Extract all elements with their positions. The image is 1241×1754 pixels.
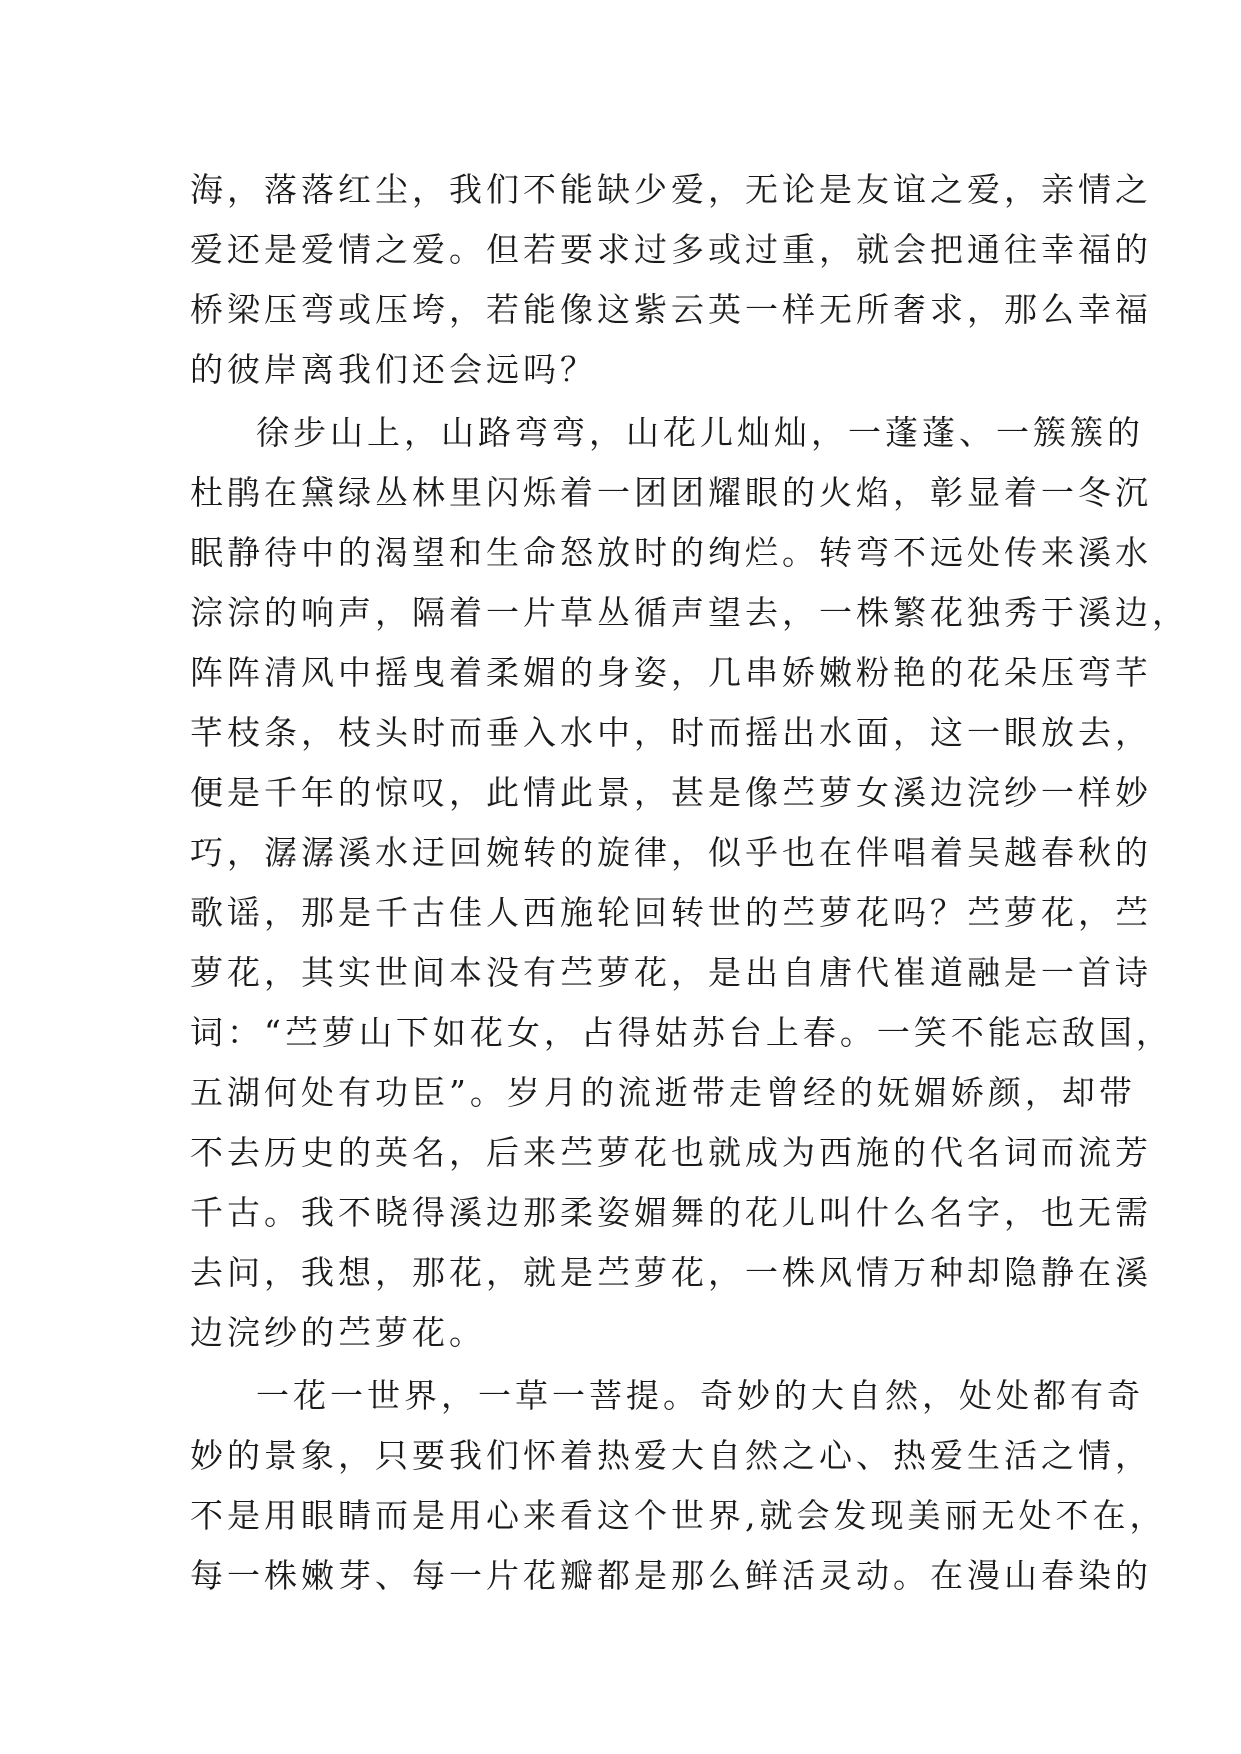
text-line: 杜鹃在黛绿丛林里闪烁着一团团耀眼的火焰，彰显着一冬沉 [190,473,1152,512]
text-line: 不去历史的英名，后来苎萝花也就成为西施的代名词而流芳 [190,1133,1152,1172]
text-line: 一花一世界，一草一菩提。奇妙的大自然，处处都有奇 [256,1376,1144,1415]
text-line: 淙淙的响声，隔着一片草丛循声望去，一株繁花独秀于溪边， [190,593,1189,632]
text-line: 爱还是爱情之爱。但若要求过多或过重，就会把通往幸福的 [190,230,1152,269]
text-line: 眠静待中的渴望和生命怒放时的绚烂。转弯不远处传来溪水 [190,533,1152,572]
paragraph-2 [190,403,1189,1363]
text-line: 徐步山上，山路弯弯，山花儿灿灿，一蓬蓬、一簇簇的 [256,413,1144,452]
text-line: 妙的景象，只要我们怀着热爱大自然之心、热爱生活之情， [190,1436,1152,1475]
text-line: 阵阵清风中摇曳着柔媚的身姿，几串娇嫩粉艳的花朵压弯芊 [190,653,1152,692]
text-line: 不是用眼睛而是用心来看这个世界,就会发现美丽无处不在， [190,1496,1167,1535]
text-line: 歌谣，那是千古佳人西施轮回转世的苎萝花吗？苎萝花，苎 [190,893,1152,932]
paragraph-3 [190,1366,1167,1606]
text-line: 五湖何处有功臣”。岁月的流逝带走曾经的妩媚娇颜，却带 [190,1073,1136,1112]
text-line: 千古。我不晓得溪边那柔姿媚舞的花儿叫什么名字，也无需 [190,1193,1152,1232]
text-line: 海，落落红尘，我们不能缺少爱，无论是友谊之爱，亲情之 [190,170,1152,209]
text-line: 巧，潺潺溪水迂回婉转的旋律，似乎也在伴唱着吴越春秋的 [190,833,1152,872]
text-line: 芊枝条，枝头时而垂入水中，时而摇出水面，这一眼放去， [190,713,1152,752]
text-line: 词：“苎萝山下如花女，占得姑苏台上春。一笑不能忘敌国， [190,1013,1173,1052]
text-line: 边浣纱的苎萝花。 [190,1313,486,1352]
text-line: 便是千年的惊叹，此情此景，甚是像苎萝女溪边浣纱一样妙 [190,773,1152,812]
text-line: 的彼岸离我们还会远吗？ [190,350,597,389]
text-line: 每一株嫩芽、每一片花瓣都是那么鲜活灵动。在漫山春染的 [190,1556,1152,1595]
text-line: 去问，我想，那花，就是苎萝花，一株风情万种却隐静在溪 [190,1253,1152,1292]
document-body [190,160,1189,1606]
text-line: 萝花，其实世间本没有苎萝花，是出自唐代崔道融是一首诗 [190,953,1152,992]
paragraph-1 [190,160,1152,400]
text-line: 桥梁压弯或压垮，若能像这紫云英一样无所奢求，那么幸福 [190,290,1152,329]
